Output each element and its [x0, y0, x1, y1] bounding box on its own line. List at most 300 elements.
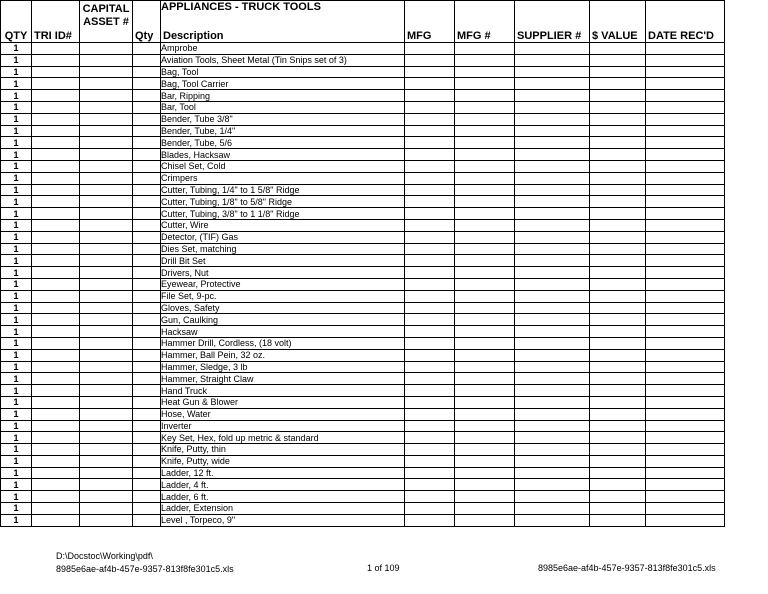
- cell-capital-asset[interactable]: [80, 160, 133, 172]
- cell-mfg-no[interactable]: [455, 137, 515, 149]
- cell-date[interactable]: [646, 349, 725, 361]
- cell-date[interactable]: [646, 290, 725, 302]
- cell-qty2[interactable]: [133, 373, 161, 385]
- cell-supplier[interactable]: [515, 503, 590, 515]
- cell-tri-id[interactable]: [32, 101, 80, 113]
- cell-capital-asset[interactable]: [80, 101, 133, 113]
- cell-supplier[interactable]: [515, 219, 590, 231]
- cell-mfg-no[interactable]: [455, 337, 515, 349]
- cell-value[interactable]: [590, 385, 646, 397]
- cell-description[interactable]: Crimpers: [161, 172, 405, 184]
- cell-date[interactable]: [646, 385, 725, 397]
- cell-value[interactable]: [590, 337, 646, 349]
- cell-date[interactable]: [646, 278, 725, 290]
- cell-description[interactable]: Knife, Putty, wide: [161, 455, 405, 467]
- cell-value[interactable]: [590, 160, 646, 172]
- cell-mfg-no[interactable]: [455, 184, 515, 196]
- cell-mfg-no[interactable]: [455, 54, 515, 66]
- cell-qty2[interactable]: [133, 101, 161, 113]
- cell-value[interactable]: [590, 137, 646, 149]
- cell-supplier[interactable]: [515, 184, 590, 196]
- cell-description[interactable]: Blades, Hacksaw: [161, 149, 405, 161]
- cell-tri-id[interactable]: [32, 267, 80, 279]
- cell-qty2[interactable]: [133, 113, 161, 125]
- cell-qty[interactable]: 1: [1, 432, 32, 444]
- cell-tri-id[interactable]: [32, 137, 80, 149]
- cell-tri-id[interactable]: [32, 349, 80, 361]
- cell-mfg[interactable]: [405, 514, 455, 526]
- cell-tri-id[interactable]: [32, 208, 80, 220]
- cell-mfg-no[interactable]: [455, 444, 515, 456]
- cell-value[interactable]: [590, 432, 646, 444]
- cell-date[interactable]: [646, 326, 725, 338]
- cell-qty[interactable]: 1: [1, 43, 32, 55]
- cell-qty2[interactable]: [133, 514, 161, 526]
- cell-capital-asset[interactable]: [80, 231, 133, 243]
- cell-mfg-no[interactable]: [455, 455, 515, 467]
- cell-supplier[interactable]: [515, 290, 590, 302]
- cell-capital-asset[interactable]: [80, 467, 133, 479]
- cell-tri-id[interactable]: [32, 385, 80, 397]
- cell-supplier[interactable]: [515, 196, 590, 208]
- cell-tri-id[interactable]: [32, 290, 80, 302]
- cell-supplier[interactable]: [515, 243, 590, 255]
- cell-description[interactable]: Bar, Ripping: [161, 90, 405, 102]
- cell-tri-id[interactable]: [32, 90, 80, 102]
- cell-tri-id[interactable]: [32, 503, 80, 515]
- cell-mfg[interactable]: [405, 267, 455, 279]
- cell-capital-asset[interactable]: [80, 444, 133, 456]
- cell-qty[interactable]: 1: [1, 420, 32, 432]
- cell-qty[interactable]: 1: [1, 349, 32, 361]
- cell-mfg[interactable]: [405, 444, 455, 456]
- cell-supplier[interactable]: [515, 385, 590, 397]
- cell-tri-id[interactable]: [32, 314, 80, 326]
- cell-tri-id[interactable]: [32, 278, 80, 290]
- cell-description[interactable]: Hammer Drill, Cordless, (18 volt): [161, 337, 405, 349]
- cell-description[interactable]: Knife, Putty, thin: [161, 444, 405, 456]
- cell-supplier[interactable]: [515, 43, 590, 55]
- cell-date[interactable]: [646, 432, 725, 444]
- cell-mfg-no[interactable]: [455, 514, 515, 526]
- cell-value[interactable]: [590, 243, 646, 255]
- cell-capital-asset[interactable]: [80, 149, 133, 161]
- cell-tri-id[interactable]: [32, 467, 80, 479]
- cell-value[interactable]: [590, 219, 646, 231]
- cell-mfg[interactable]: [405, 408, 455, 420]
- cell-qty[interactable]: 1: [1, 255, 32, 267]
- cell-mfg[interactable]: [405, 184, 455, 196]
- cell-qty[interactable]: 1: [1, 267, 32, 279]
- cell-capital-asset[interactable]: [80, 208, 133, 220]
- cell-qty2[interactable]: [133, 172, 161, 184]
- cell-qty2[interactable]: [133, 349, 161, 361]
- cell-supplier[interactable]: [515, 113, 590, 125]
- cell-qty2[interactable]: [133, 255, 161, 267]
- cell-tri-id[interactable]: [32, 149, 80, 161]
- cell-mfg-no[interactable]: [455, 408, 515, 420]
- cell-description[interactable]: Gloves, Safety: [161, 302, 405, 314]
- cell-qty2[interactable]: [133, 479, 161, 491]
- cell-value[interactable]: [590, 54, 646, 66]
- cell-supplier[interactable]: [515, 302, 590, 314]
- cell-capital-asset[interactable]: [80, 337, 133, 349]
- cell-tri-id[interactable]: [32, 219, 80, 231]
- cell-value[interactable]: [590, 231, 646, 243]
- cell-description[interactable]: Key Set, Hex, fold up metric & standard: [161, 432, 405, 444]
- cell-qty[interactable]: 1: [1, 231, 32, 243]
- cell-mfg[interactable]: [405, 231, 455, 243]
- cell-description[interactable]: Heat Gun & Blower: [161, 396, 405, 408]
- cell-supplier[interactable]: [515, 66, 590, 78]
- cell-qty[interactable]: 1: [1, 219, 32, 231]
- cell-value[interactable]: [590, 172, 646, 184]
- cell-qty[interactable]: 1: [1, 479, 32, 491]
- cell-description[interactable]: Hammer, Sledge, 3 lb: [161, 361, 405, 373]
- cell-tri-id[interactable]: [32, 172, 80, 184]
- cell-description[interactable]: Hand Truck: [161, 385, 405, 397]
- cell-tri-id[interactable]: [32, 455, 80, 467]
- cell-value[interactable]: [590, 420, 646, 432]
- cell-qty2[interactable]: [133, 184, 161, 196]
- cell-description[interactable]: Drill Bit Set: [161, 255, 405, 267]
- cell-capital-asset[interactable]: [80, 172, 133, 184]
- cell-description[interactable]: Bar, Tool: [161, 101, 405, 113]
- cell-qty[interactable]: 1: [1, 90, 32, 102]
- cell-qty[interactable]: 1: [1, 149, 32, 161]
- cell-qty2[interactable]: [133, 314, 161, 326]
- cell-value[interactable]: [590, 479, 646, 491]
- cell-qty2[interactable]: [133, 385, 161, 397]
- cell-value[interactable]: [590, 43, 646, 55]
- cell-tri-id[interactable]: [32, 78, 80, 90]
- cell-date[interactable]: [646, 149, 725, 161]
- cell-capital-asset[interactable]: [80, 420, 133, 432]
- cell-value[interactable]: [590, 113, 646, 125]
- cell-description[interactable]: Dies Set, matching: [161, 243, 405, 255]
- cell-mfg[interactable]: [405, 278, 455, 290]
- cell-mfg[interactable]: [405, 208, 455, 220]
- cell-qty2[interactable]: [133, 503, 161, 515]
- cell-qty[interactable]: 1: [1, 66, 32, 78]
- cell-supplier[interactable]: [515, 267, 590, 279]
- cell-tri-id[interactable]: [32, 302, 80, 314]
- cell-mfg[interactable]: [405, 125, 455, 137]
- cell-tri-id[interactable]: [32, 444, 80, 456]
- cell-value[interactable]: [590, 444, 646, 456]
- cell-mfg[interactable]: [405, 196, 455, 208]
- cell-supplier[interactable]: [515, 337, 590, 349]
- cell-supplier[interactable]: [515, 444, 590, 456]
- cell-supplier[interactable]: [515, 408, 590, 420]
- cell-capital-asset[interactable]: [80, 432, 133, 444]
- cell-tri-id[interactable]: [32, 43, 80, 55]
- cell-qty2[interactable]: [133, 290, 161, 302]
- cell-supplier[interactable]: [515, 420, 590, 432]
- cell-mfg[interactable]: [405, 160, 455, 172]
- cell-supplier[interactable]: [515, 90, 590, 102]
- cell-mfg[interactable]: [405, 467, 455, 479]
- cell-description[interactable]: File Set, 9-pc.: [161, 290, 405, 302]
- cell-mfg-no[interactable]: [455, 278, 515, 290]
- cell-supplier[interactable]: [515, 361, 590, 373]
- cell-qty2[interactable]: [133, 66, 161, 78]
- cell-date[interactable]: [646, 491, 725, 503]
- cell-description[interactable]: Bender, Tube, 5/6: [161, 137, 405, 149]
- cell-qty2[interactable]: [133, 337, 161, 349]
- cell-value[interactable]: [590, 90, 646, 102]
- cell-supplier[interactable]: [515, 373, 590, 385]
- cell-value[interactable]: [590, 78, 646, 90]
- cell-mfg-no[interactable]: [455, 101, 515, 113]
- cell-mfg[interactable]: [405, 78, 455, 90]
- cell-qty2[interactable]: [133, 491, 161, 503]
- cell-qty2[interactable]: [133, 231, 161, 243]
- cell-date[interactable]: [646, 444, 725, 456]
- cell-date[interactable]: [646, 208, 725, 220]
- cell-mfg[interactable]: [405, 432, 455, 444]
- cell-capital-asset[interactable]: [80, 396, 133, 408]
- cell-qty[interactable]: 1: [1, 385, 32, 397]
- cell-description[interactable]: Hammer, Straight Claw: [161, 373, 405, 385]
- cell-value[interactable]: [590, 125, 646, 137]
- cell-mfg-no[interactable]: [455, 420, 515, 432]
- cell-date[interactable]: [646, 231, 725, 243]
- cell-mfg-no[interactable]: [455, 243, 515, 255]
- cell-qty[interactable]: 1: [1, 491, 32, 503]
- cell-date[interactable]: [646, 160, 725, 172]
- cell-supplier[interactable]: [515, 208, 590, 220]
- cell-tri-id[interactable]: [32, 514, 80, 526]
- cell-tri-id[interactable]: [32, 491, 80, 503]
- cell-tri-id[interactable]: [32, 231, 80, 243]
- cell-date[interactable]: [646, 54, 725, 66]
- cell-capital-asset[interactable]: [80, 314, 133, 326]
- cell-mfg-no[interactable]: [455, 302, 515, 314]
- cell-description[interactable]: Bag, Tool Carrier: [161, 78, 405, 90]
- cell-tri-id[interactable]: [32, 54, 80, 66]
- cell-mfg[interactable]: [405, 503, 455, 515]
- cell-date[interactable]: [646, 302, 725, 314]
- cell-qty[interactable]: 1: [1, 113, 32, 125]
- cell-capital-asset[interactable]: [80, 255, 133, 267]
- cell-tri-id[interactable]: [32, 408, 80, 420]
- cell-capital-asset[interactable]: [80, 408, 133, 420]
- cell-supplier[interactable]: [515, 101, 590, 113]
- cell-mfg[interactable]: [405, 314, 455, 326]
- cell-capital-asset[interactable]: [80, 361, 133, 373]
- cell-qty[interactable]: 1: [1, 514, 32, 526]
- cell-capital-asset[interactable]: [80, 278, 133, 290]
- cell-qty2[interactable]: [133, 243, 161, 255]
- cell-mfg-no[interactable]: [455, 78, 515, 90]
- cell-value[interactable]: [590, 373, 646, 385]
- cell-mfg[interactable]: [405, 455, 455, 467]
- cell-capital-asset[interactable]: [80, 349, 133, 361]
- cell-mfg-no[interactable]: [455, 160, 515, 172]
- cell-capital-asset[interactable]: [80, 267, 133, 279]
- cell-qty2[interactable]: [133, 432, 161, 444]
- cell-qty2[interactable]: [133, 361, 161, 373]
- cell-date[interactable]: [646, 125, 725, 137]
- cell-mfg-no[interactable]: [455, 491, 515, 503]
- cell-mfg[interactable]: [405, 113, 455, 125]
- cell-capital-asset[interactable]: [80, 196, 133, 208]
- cell-value[interactable]: [590, 278, 646, 290]
- cell-value[interactable]: [590, 314, 646, 326]
- cell-tri-id[interactable]: [32, 184, 80, 196]
- cell-supplier[interactable]: [515, 149, 590, 161]
- cell-description[interactable]: Chisel Set, Cold: [161, 160, 405, 172]
- cell-supplier[interactable]: [515, 514, 590, 526]
- cell-qty2[interactable]: [133, 302, 161, 314]
- cell-mfg-no[interactable]: [455, 196, 515, 208]
- cell-capital-asset[interactable]: [80, 385, 133, 397]
- cell-value[interactable]: [590, 290, 646, 302]
- cell-qty[interactable]: 1: [1, 467, 32, 479]
- cell-value[interactable]: [590, 208, 646, 220]
- cell-qty[interactable]: 1: [1, 160, 32, 172]
- cell-supplier[interactable]: [515, 326, 590, 338]
- cell-capital-asset[interactable]: [80, 66, 133, 78]
- cell-value[interactable]: [590, 467, 646, 479]
- cell-mfg-no[interactable]: [455, 373, 515, 385]
- cell-qty[interactable]: 1: [1, 184, 32, 196]
- cell-mfg[interactable]: [405, 396, 455, 408]
- cell-value[interactable]: [590, 101, 646, 113]
- cell-date[interactable]: [646, 184, 725, 196]
- cell-mfg[interactable]: [405, 290, 455, 302]
- cell-capital-asset[interactable]: [80, 54, 133, 66]
- cell-date[interactable]: [646, 479, 725, 491]
- cell-mfg-no[interactable]: [455, 396, 515, 408]
- cell-date[interactable]: [646, 503, 725, 515]
- cell-value[interactable]: [590, 349, 646, 361]
- cell-qty2[interactable]: [133, 125, 161, 137]
- cell-description[interactable]: Level , Torpeco, 9": [161, 514, 405, 526]
- cell-qty[interactable]: 1: [1, 314, 32, 326]
- cell-qty2[interactable]: [133, 54, 161, 66]
- cell-tri-id[interactable]: [32, 479, 80, 491]
- cell-date[interactable]: [646, 137, 725, 149]
- cell-mfg-no[interactable]: [455, 385, 515, 397]
- cell-description[interactable]: Eyewear, Protective: [161, 278, 405, 290]
- cell-qty2[interactable]: [133, 408, 161, 420]
- cell-qty[interactable]: 1: [1, 101, 32, 113]
- cell-mfg[interactable]: [405, 385, 455, 397]
- cell-mfg[interactable]: [405, 420, 455, 432]
- cell-description[interactable]: Ladder, 12 ft.: [161, 467, 405, 479]
- cell-qty[interactable]: 1: [1, 290, 32, 302]
- cell-date[interactable]: [646, 90, 725, 102]
- cell-value[interactable]: [590, 396, 646, 408]
- cell-date[interactable]: [646, 43, 725, 55]
- cell-tri-id[interactable]: [32, 361, 80, 373]
- cell-date[interactable]: [646, 420, 725, 432]
- cell-mfg[interactable]: [405, 137, 455, 149]
- cell-supplier[interactable]: [515, 396, 590, 408]
- cell-value[interactable]: [590, 149, 646, 161]
- cell-value[interactable]: [590, 408, 646, 420]
- cell-description[interactable]: Ladder, 6 ft.: [161, 491, 405, 503]
- cell-qty2[interactable]: [133, 326, 161, 338]
- cell-tri-id[interactable]: [32, 66, 80, 78]
- cell-capital-asset[interactable]: [80, 455, 133, 467]
- cell-date[interactable]: [646, 337, 725, 349]
- cell-date[interactable]: [646, 219, 725, 231]
- cell-date[interactable]: [646, 243, 725, 255]
- cell-qty[interactable]: 1: [1, 373, 32, 385]
- cell-qty2[interactable]: [133, 208, 161, 220]
- cell-value[interactable]: [590, 302, 646, 314]
- cell-qty[interactable]: 1: [1, 278, 32, 290]
- cell-mfg-no[interactable]: [455, 432, 515, 444]
- cell-mfg-no[interactable]: [455, 208, 515, 220]
- cell-capital-asset[interactable]: [80, 491, 133, 503]
- cell-description[interactable]: Aviation Tools, Sheet Metal (Tin Snips set of 3): [161, 54, 405, 66]
- cell-qty[interactable]: 1: [1, 208, 32, 220]
- cell-qty[interactable]: 1: [1, 125, 32, 137]
- cell-mfg[interactable]: [405, 491, 455, 503]
- cell-qty2[interactable]: [133, 78, 161, 90]
- cell-date[interactable]: [646, 514, 725, 526]
- cell-supplier[interactable]: [515, 278, 590, 290]
- cell-date[interactable]: [646, 267, 725, 279]
- cell-capital-asset[interactable]: [80, 219, 133, 231]
- cell-mfg-no[interactable]: [455, 503, 515, 515]
- cell-tri-id[interactable]: [32, 432, 80, 444]
- cell-supplier[interactable]: [515, 455, 590, 467]
- cell-qty[interactable]: 1: [1, 302, 32, 314]
- cell-mfg-no[interactable]: [455, 467, 515, 479]
- cell-qty2[interactable]: [133, 396, 161, 408]
- cell-description[interactable]: Ladder, 4 ft.: [161, 479, 405, 491]
- cell-description[interactable]: Amprobe: [161, 43, 405, 55]
- cell-value[interactable]: [590, 255, 646, 267]
- cell-supplier[interactable]: [515, 491, 590, 503]
- cell-tri-id[interactable]: [32, 196, 80, 208]
- cell-capital-asset[interactable]: [80, 503, 133, 515]
- cell-qty[interactable]: 1: [1, 172, 32, 184]
- cell-qty[interactable]: 1: [1, 137, 32, 149]
- cell-qty[interactable]: 1: [1, 361, 32, 373]
- cell-qty2[interactable]: [133, 420, 161, 432]
- cell-mfg[interactable]: [405, 101, 455, 113]
- cell-tri-id[interactable]: [32, 243, 80, 255]
- cell-mfg[interactable]: [405, 479, 455, 491]
- cell-date[interactable]: [646, 373, 725, 385]
- cell-capital-asset[interactable]: [80, 290, 133, 302]
- cell-qty[interactable]: 1: [1, 54, 32, 66]
- cell-date[interactable]: [646, 408, 725, 420]
- cell-date[interactable]: [646, 314, 725, 326]
- cell-mfg-no[interactable]: [455, 314, 515, 326]
- cell-mfg[interactable]: [405, 326, 455, 338]
- cell-description[interactable]: Drivers, Nut: [161, 267, 405, 279]
- cell-mfg[interactable]: [405, 90, 455, 102]
- cell-mfg-no[interactable]: [455, 326, 515, 338]
- cell-qty[interactable]: 1: [1, 196, 32, 208]
- cell-description[interactable]: Bag, Tool: [161, 66, 405, 78]
- cell-description[interactable]: Bender, Tube 3/8": [161, 113, 405, 125]
- cell-supplier[interactable]: [515, 160, 590, 172]
- cell-mfg-no[interactable]: [455, 255, 515, 267]
- cell-date[interactable]: [646, 101, 725, 113]
- cell-mfg[interactable]: [405, 337, 455, 349]
- cell-description[interactable]: Hose, Water: [161, 408, 405, 420]
- cell-description[interactable]: Hacksaw: [161, 326, 405, 338]
- cell-description[interactable]: Cutter, Tubing, 1/8" to 5/8" Ridge: [161, 196, 405, 208]
